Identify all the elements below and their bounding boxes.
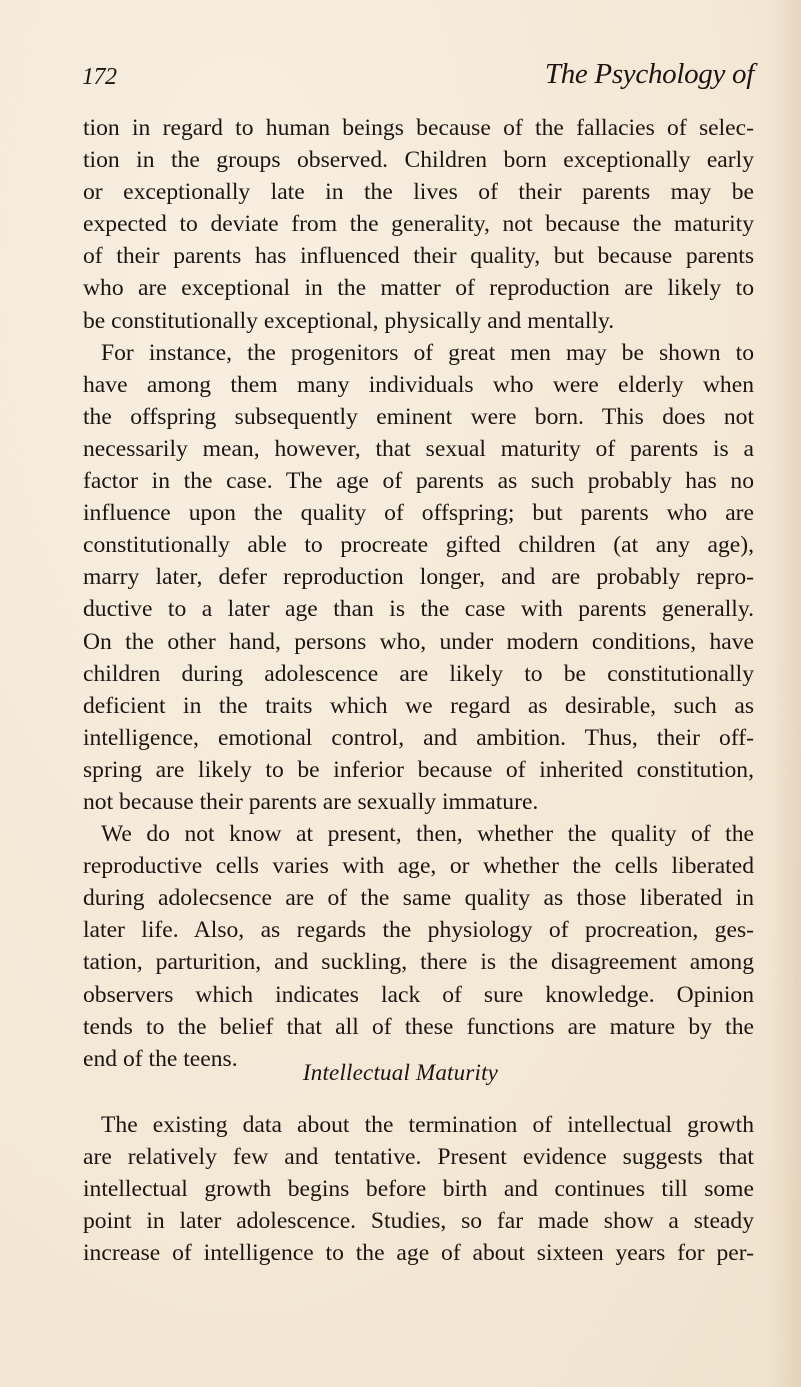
text-line: tion in regard to human beings because of the fallacies of selec-	[83, 115, 754, 141]
text-line: who are exceptional in the matter of reproduction are likely to	[83, 275, 754, 302]
text-line: intelligence, emotional control, and ambition. Thus, their off-	[83, 724, 754, 751]
text-line: intellectual growth begins before birth and continues till some	[83, 1176, 754, 1203]
text-line: point in later adolescence. Studies, so far made show a steady	[83, 1208, 754, 1235]
text-line: reproductive cells varies with age, or whether the cells liberated	[83, 853, 754, 880]
text-line: or exceptionally late in the lives of their parents may be	[83, 179, 754, 206]
text-line: end of the teens.	[83, 1045, 238, 1072]
text-line: of their parents has influenced their quality, but because parents	[83, 243, 754, 270]
section-heading: Intellectual Maturity	[302, 1060, 499, 1085]
page-number: 172	[82, 64, 117, 90]
text-line: constitutionally able to procreate gifted children (at any age),	[83, 532, 754, 559]
text-line: tation, parturition, and suckling, there is the disagreement among	[83, 949, 754, 976]
text-line: tends to the belief that all of these functions are mature by the	[83, 1013, 754, 1040]
text-line: The existing data about the termination of intellectual growth	[101, 1112, 754, 1138]
text-line: during adolecsence are of the same quality as those liberated in	[83, 885, 754, 912]
text-line: children during adolescence are likely to be constitutionally	[83, 660, 754, 687]
text-line: expected to deviate from the generality, not because the maturity	[83, 211, 754, 238]
text-line: be constitutionally exceptional, physically and mentally.	[83, 307, 615, 334]
running-head	[82, 58, 754, 98]
text-line: factor in the case. The age of parents as such probably has no	[83, 468, 754, 495]
text-line: observers which indicates lack of sure knowledge. Opinion	[83, 981, 754, 1008]
text-line: deficient in the traits which we regard as desirable, such as	[83, 692, 754, 719]
text-line: later life. Also, as regards the physiology of procreation, ges-	[83, 917, 754, 944]
text-line: tion in the groups observed. Children born exceptionally early	[83, 147, 754, 174]
body-text	[83, 112, 754, 1075]
text-line: increase of intelligence to the age of about sixteen years for per-	[83, 1240, 754, 1267]
text-line: ductive to a later age than is the case with parents generally.	[83, 596, 754, 623]
running-title: The Psychology of	[544, 58, 754, 90]
text-line: On the other hand, persons who, under modern conditions, have	[83, 628, 754, 655]
text-line: influence upon the quality of offspring; but parents who are	[83, 500, 754, 527]
text-line: are relatively few and tentative. Present evidence suggests that	[83, 1144, 754, 1171]
text-line: spring are likely to be inferior because of inherited constitution,	[83, 756, 754, 783]
text-line: necessarily mean, however, that sexual maturity of parents is a	[83, 435, 754, 462]
text-line: the offspring subsequently eminent were born. This does not	[83, 403, 754, 430]
text-line: have among them many individuals who were elderly when	[83, 371, 754, 398]
text-line: not because their parents are sexually immature.	[83, 788, 539, 815]
text-line: We do not know at present, then, whether the quality of the	[101, 821, 754, 848]
section-body-text	[83, 1109, 754, 1269]
text-line: marry later, defer reproduction longer, and are probably repro-	[83, 564, 754, 591]
text-line: For instance, the progenitors of great men may be shown to	[101, 339, 754, 366]
